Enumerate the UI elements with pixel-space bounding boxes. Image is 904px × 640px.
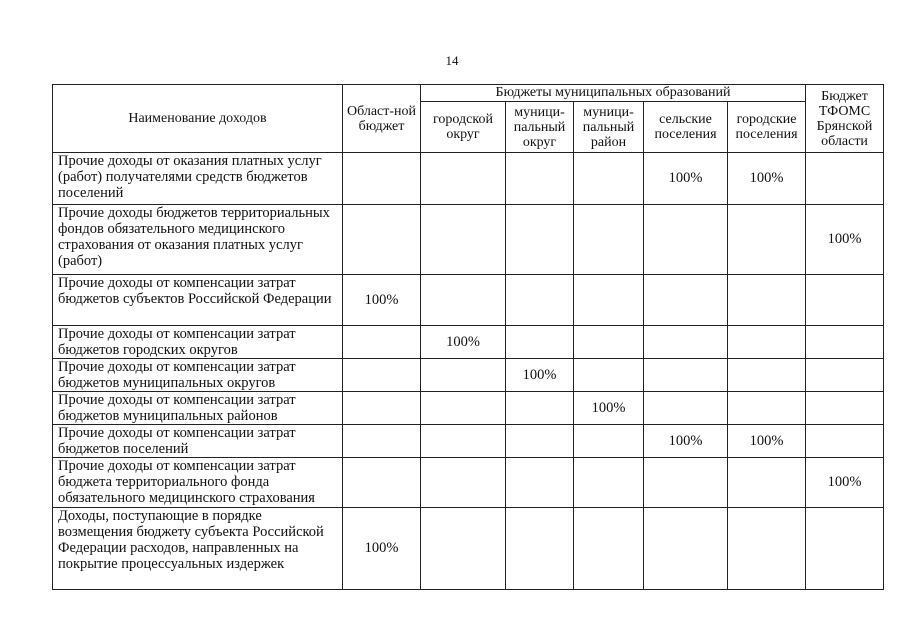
share-cell-municipal-rayon: 100% (574, 392, 644, 425)
header-municipal-okrug: муници-пальный округ (506, 102, 574, 153)
share-cell-city-district: 100% (421, 326, 506, 359)
share-cell-city-district (421, 205, 506, 275)
share-cell-regional (343, 153, 421, 205)
share-cell-municipal-rayon (574, 508, 644, 590)
share-cell-municipal-okrug (506, 205, 574, 275)
share-cell-municipal-okrug (506, 508, 574, 590)
income-name-cell: Прочие доходы от компенсации затрат бюджетов поселений (53, 425, 343, 458)
share-cell-rural (644, 205, 728, 275)
page-number: 14 (445, 53, 459, 68)
share-cell-urban (728, 392, 806, 425)
header-urban-settlements: городские поселения (728, 102, 806, 153)
share-cell-tfoms (806, 153, 884, 205)
share-cell-rural (644, 458, 728, 508)
share-cell-regional (343, 458, 421, 508)
share-cell-rural (644, 392, 728, 425)
share-cell-city-district (421, 359, 506, 392)
share-cell-regional (343, 326, 421, 359)
share-cell-rural (644, 359, 728, 392)
share-cell-tfoms (806, 359, 884, 392)
share-cell-urban (728, 458, 806, 508)
share-cell-urban (728, 205, 806, 275)
header-tfoms-budget: Бюджет ТФОМС Брянской области (806, 85, 884, 153)
share-cell-city-district (421, 458, 506, 508)
share-cell-urban: 100% (728, 425, 806, 458)
income-name-cell: Прочие доходы бюджетов территориальных фондов обязательного медицинского страхования от оказания платных услуг (работ) (53, 205, 343, 275)
share-cell-tfoms (806, 326, 884, 359)
share-cell-city-district (421, 153, 506, 205)
income-name-cell: Прочие доходы от компенсации затрат бюджета территориального фонда обязательного медицинского страхования (53, 458, 343, 508)
share-cell-rural: 100% (644, 153, 728, 205)
table-row (53, 425, 884, 458)
share-cell-municipal-okrug (506, 275, 574, 326)
income-name-cell: Прочие доходы от компенсации затрат бюджетов субъектов Российской Федерации (53, 275, 343, 326)
share-cell-regional (343, 205, 421, 275)
share-cell-city-district (421, 275, 506, 326)
share-cell-municipal-rayon (574, 153, 644, 205)
share-cell-urban (728, 326, 806, 359)
header-regional-budget: Област-ной бюджет (343, 85, 421, 153)
header-municipal-rayon: муници-пальный район (574, 102, 644, 153)
share-cell-municipal-rayon (574, 359, 644, 392)
share-cell-rural: 100% (644, 425, 728, 458)
income-name-cell: Прочие доходы от оказания платных услуг (работ) получателями средств бюджетов поселений (53, 153, 343, 205)
table-row (53, 458, 884, 508)
share-cell-regional: 100% (343, 508, 421, 590)
share-cell-municipal-okrug (506, 392, 574, 425)
table-row (53, 326, 884, 359)
share-cell-city-district (421, 392, 506, 425)
share-cell-regional: 100% (343, 275, 421, 326)
share-cell-municipal-rayon (574, 425, 644, 458)
share-cell-tfoms (806, 425, 884, 458)
table-row (53, 275, 884, 326)
income-name-cell: Прочие доходы от компенсации затрат бюджетов городских округов (53, 326, 343, 359)
header-municipal-budgets: Бюджеты муниципальных образований (421, 85, 806, 102)
share-cell-municipal-rayon (574, 458, 644, 508)
header-city-district: городской округ (421, 102, 506, 153)
share-cell-tfoms: 100% (806, 458, 884, 508)
revenue-distribution-table (52, 84, 884, 590)
share-cell-city-district (421, 508, 506, 590)
share-cell-municipal-okrug (506, 326, 574, 359)
share-cell-urban (728, 275, 806, 326)
header-rural-settlements: сельские поселения (644, 102, 728, 153)
share-cell-municipal-rayon (574, 275, 644, 326)
share-cell-municipal-rayon (574, 326, 644, 359)
share-cell-urban (728, 359, 806, 392)
table-row (53, 359, 884, 392)
header-income-name: Наименование доходов (53, 85, 343, 153)
share-cell-regional (343, 359, 421, 392)
table-row (53, 392, 884, 425)
share-cell-rural (644, 275, 728, 326)
table-row (53, 153, 884, 205)
share-cell-tfoms: 100% (806, 205, 884, 275)
share-cell-rural (644, 326, 728, 359)
share-cell-municipal-okrug: 100% (506, 359, 574, 392)
share-cell-regional (343, 392, 421, 425)
share-cell-city-district (421, 425, 506, 458)
share-cell-municipal-okrug (506, 425, 574, 458)
income-name-cell: Прочие доходы от компенсации затрат бюджетов муниципальных округов (53, 359, 343, 392)
share-cell-municipal-okrug (506, 153, 574, 205)
income-name-cell: Прочие доходы от компенсации затрат бюджетов муниципальных районов (53, 392, 343, 425)
table-row (53, 508, 884, 590)
share-cell-municipal-okrug (506, 458, 574, 508)
share-cell-rural (644, 508, 728, 590)
income-name-cell: Доходы, поступающие в порядке возмещения бюджету субъекта Российской Федерации расходов, направленных на покрытие процессуальных издержек (53, 508, 343, 590)
share-cell-tfoms (806, 508, 884, 590)
table-row (53, 205, 884, 275)
share-cell-urban: 100% (728, 153, 806, 205)
share-cell-urban (728, 508, 806, 590)
share-cell-tfoms (806, 275, 884, 326)
share-cell-tfoms (806, 392, 884, 425)
share-cell-municipal-rayon (574, 205, 644, 275)
share-cell-regional (343, 425, 421, 458)
